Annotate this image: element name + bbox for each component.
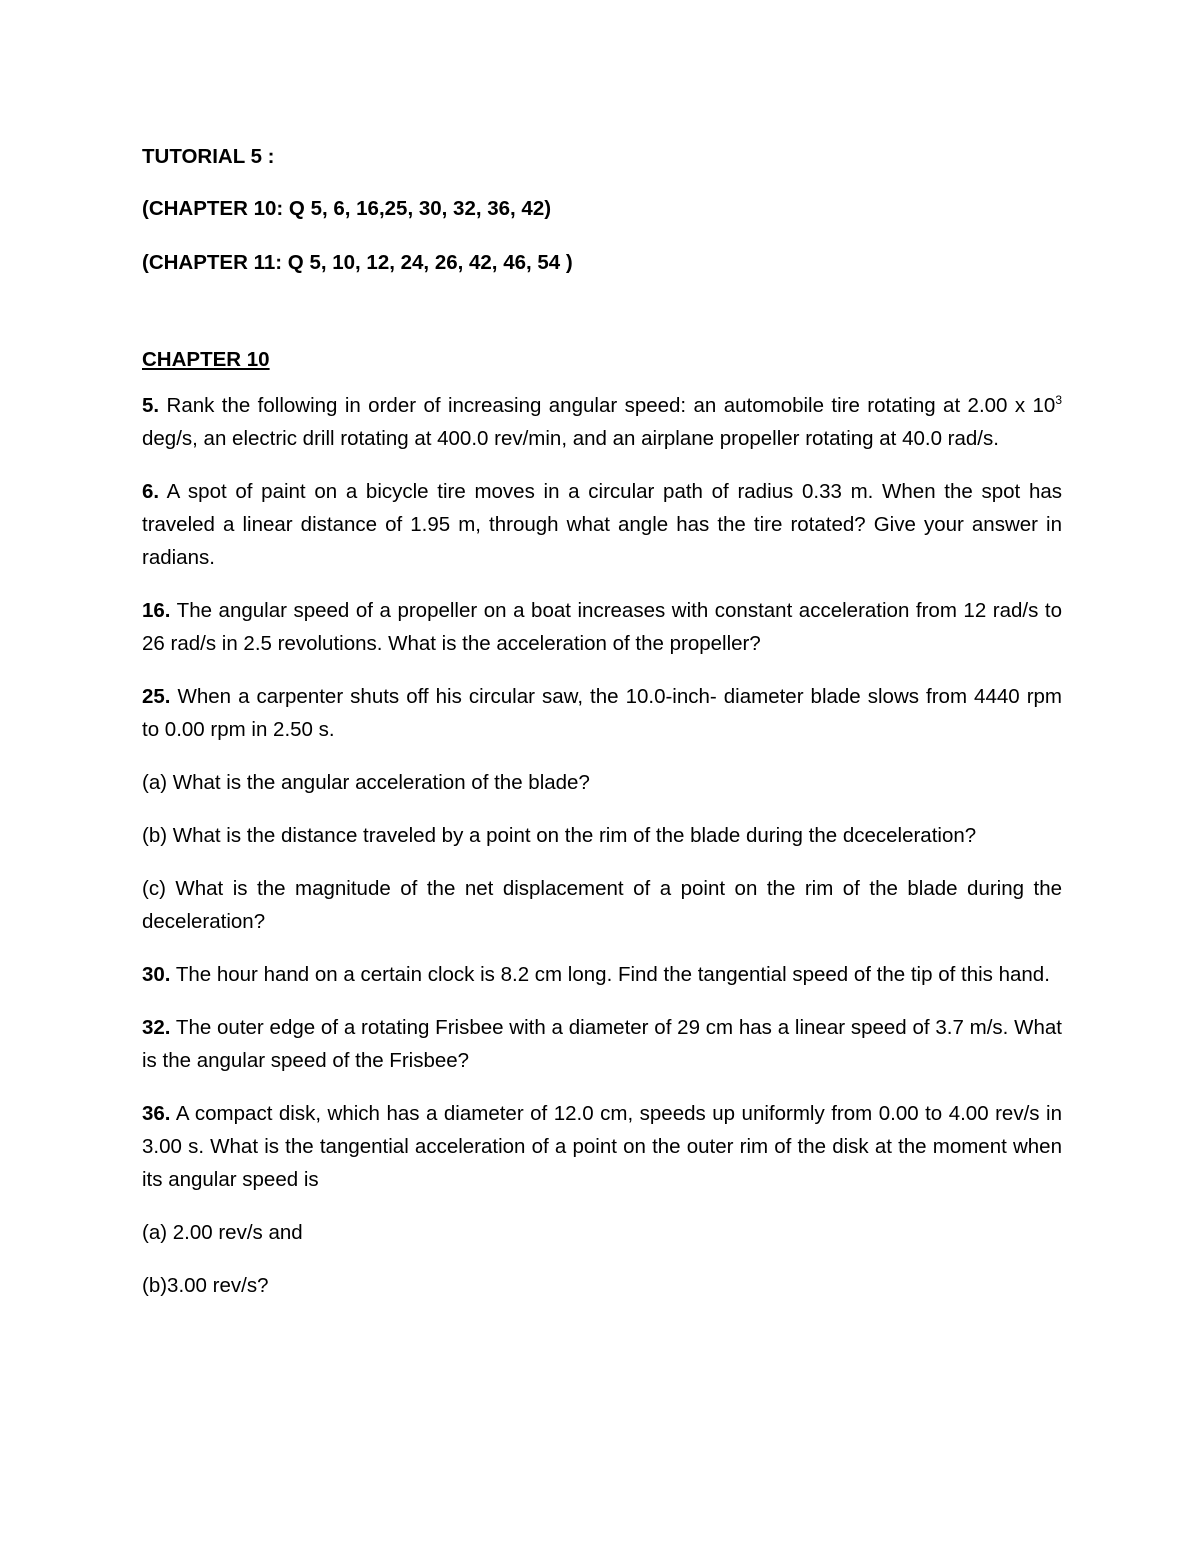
question-text: When a carpenter shuts off his circular saw, the 10.0-inch- diameter blade slows from 4440 rpm to 0.00 rpm in 2.50 s. xyxy=(142,685,1062,741)
question-text: Rank the following in order of increasing angular speed: an automobile tire rotating at 2.00 x 10 xyxy=(159,394,1056,417)
chapter-10-heading: CHAPTER 10 xyxy=(142,348,270,371)
question-text: The angular speed of a propeller on a boat increases with constant acceleration from 12 rad/s to 26 rad/s in 2.5 revolutions. What is the acceleration of the propeller? xyxy=(142,599,1062,655)
question-number: 30. xyxy=(142,963,171,986)
document-page xyxy=(142,140,1062,1302)
question-number: 6. xyxy=(142,480,160,503)
question-36-part-a: (a) 2.00 rev/s and xyxy=(142,1221,303,1244)
question-30 xyxy=(142,958,1062,991)
question-32 xyxy=(142,1011,1062,1077)
question-text: A spot of paint on a bicycle tire moves in a circular path of radius 0.33 m. When the spot has traveled a linear distance of 1.95 m, through what angle has the tire rotated? Give your answer in radians. xyxy=(142,480,1062,569)
chapter-10-question-list: (CHAPTER 10: Q 5, 6, 16,25, 30, 32, 36, 42) xyxy=(142,197,552,220)
question-25-part-c: (c) What is the magnitude of the net displacement of a point on the rim of the blade during the deceleration? xyxy=(142,877,1062,933)
question-number: 5. xyxy=(142,394,160,417)
question-text: deg/s, an electric drill rotating at 400.0 rev/min, and an airplane propeller rotating at 40.0 rad/s. xyxy=(142,427,999,450)
question-25 xyxy=(142,680,1062,746)
question-25-part-b: (b) What is the distance traveled by a point on the rim of the blade during the dceceleration? xyxy=(142,824,977,847)
question-6 xyxy=(142,475,1062,574)
question-16 xyxy=(142,594,1062,660)
chapter-11-question-list: (CHAPTER 11: Q 5, 10, 12, 24, 26, 42, 46, 54 ) xyxy=(142,251,573,274)
question-36 xyxy=(142,1097,1062,1196)
question-number: 25. xyxy=(142,685,171,708)
question-text: A compact disk, which has a diameter of 12.0 cm, speeds up uniformly from 0.00 to 4.00 rev/s in 3.00 s. What is the tangential acceleration of a point on the outer rim of the disk at the moment when its angular speed is xyxy=(142,1102,1062,1191)
question-text: The hour hand on a certain clock is 8.2 cm long. Find the tangential speed of the tip of this hand. xyxy=(170,963,1050,986)
question-number: 36. xyxy=(142,1102,171,1125)
question-number: 16. xyxy=(142,599,171,622)
question-text: The outer edge of a rotating Frisbee with a diameter of 29 cm has a linear speed of 3.7 m/s. What is the angular speed of the Frisbee? xyxy=(142,1016,1062,1072)
question-5 xyxy=(142,389,1062,455)
exponent: 3 xyxy=(1055,393,1062,408)
tutorial-title: TUTORIAL 5 : xyxy=(142,145,275,168)
question-36-part-b: (b)3.00 rev/s? xyxy=(142,1274,269,1297)
question-25-part-a: (a) What is the angular acceleration of the blade? xyxy=(142,771,590,794)
question-number: 32. xyxy=(142,1016,171,1039)
